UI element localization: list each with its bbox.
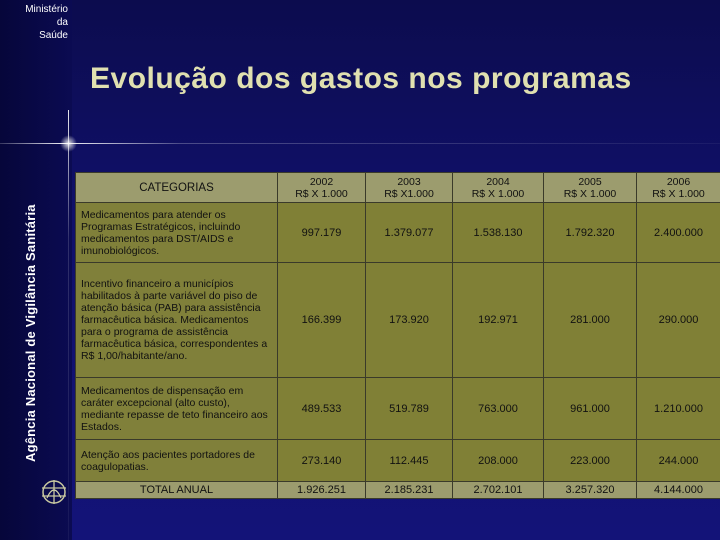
total-value-2004: 2.702.101 [453,482,544,499]
ministry-label [0,3,68,42]
row-value-2005: 223.000 [544,440,637,482]
table-row [76,263,720,378]
header-2006: 2006 R$ X 1.000 [637,173,720,203]
agency-vertical-label: Agência Nacional de Vigilância Sanitária [23,204,38,462]
row-value-2004: 1.538.130 [453,203,544,263]
row-value-2006: 1.210.000 [637,378,720,440]
header-2002: 2002 R$ X 1.000 [278,173,366,203]
row-value-2005: 281.000 [544,263,637,378]
row-category: Medicamentos para atender os Programas Estratégicos, incluindo medicamentos para DST/AIDS e imunobiológicos. [76,203,278,263]
table-row [76,440,720,482]
row-value-2006: 2.400.000 [637,203,720,263]
row-value-2003: 112.445 [366,440,453,482]
crosshair-vertical-line [68,110,69,540]
crosshair-glow [60,135,77,152]
row-value-2002: 166.399 [278,263,366,378]
total-value-2002: 1.926.251 [278,482,366,499]
header-categorias: CATEGORIAS [76,173,278,203]
row-value-2003: 519.789 [366,378,453,440]
crosshair-horizontal-line [0,143,720,144]
row-value-2004: 208.000 [453,440,544,482]
row-value-2003: 1.379.077 [366,203,453,263]
total-label: TOTAL ANUAL [76,482,278,499]
table-row [76,203,720,263]
row-category: Medicamentos de dispensação em caráter excepcional (alto custo), mediante repasse de teto financeiro aos Estados. [76,378,278,440]
ministry-line-1: Ministério [25,4,68,15]
table-header-row [76,173,720,203]
row-value-2004: 763.000 [453,378,544,440]
total-value-2006: 4.144.000 [637,482,720,499]
ministry-line-3: Saúde [39,30,68,41]
table-total-row [76,482,720,499]
header-2004: 2004 R$ X 1.000 [453,173,544,203]
ministry-line-2: da [56,17,68,28]
anvisa-logo-icon [40,478,68,506]
row-value-2002: 997.179 [278,203,366,263]
page-title: Evolução dos gastos nos programas [90,62,632,95]
header-2005: 2005 R$ X 1.000 [544,173,637,203]
row-value-2002: 273.140 [278,440,366,482]
row-value-2003: 173.920 [366,263,453,378]
header-2003: 2003 R$ X1.000 [366,173,453,203]
row-category: Atenção aos pacientes portadores de coagulopatias. [76,440,278,482]
row-value-2006: 290.000 [637,263,720,378]
row-value-2004: 192.971 [453,263,544,378]
total-value-2003: 2.185.231 [366,482,453,499]
row-value-2005: 961.000 [544,378,637,440]
row-value-2002: 489.533 [278,378,366,440]
row-category: Incentivo financeiro a municípios habilitados à parte variável do piso de atenção básica (PAB) para assistência farmacêutica básica. Medicamentos para o programa de assistência farmacêutica básica, correspondentes a R$ 1,00/habitante/ano. [76,263,278,378]
row-value-2005: 1.792.320 [544,203,637,263]
row-value-2006: 244.000 [637,440,720,482]
table-row [76,378,720,440]
total-value-2005: 3.257.320 [544,482,637,499]
expenses-table [75,172,720,499]
